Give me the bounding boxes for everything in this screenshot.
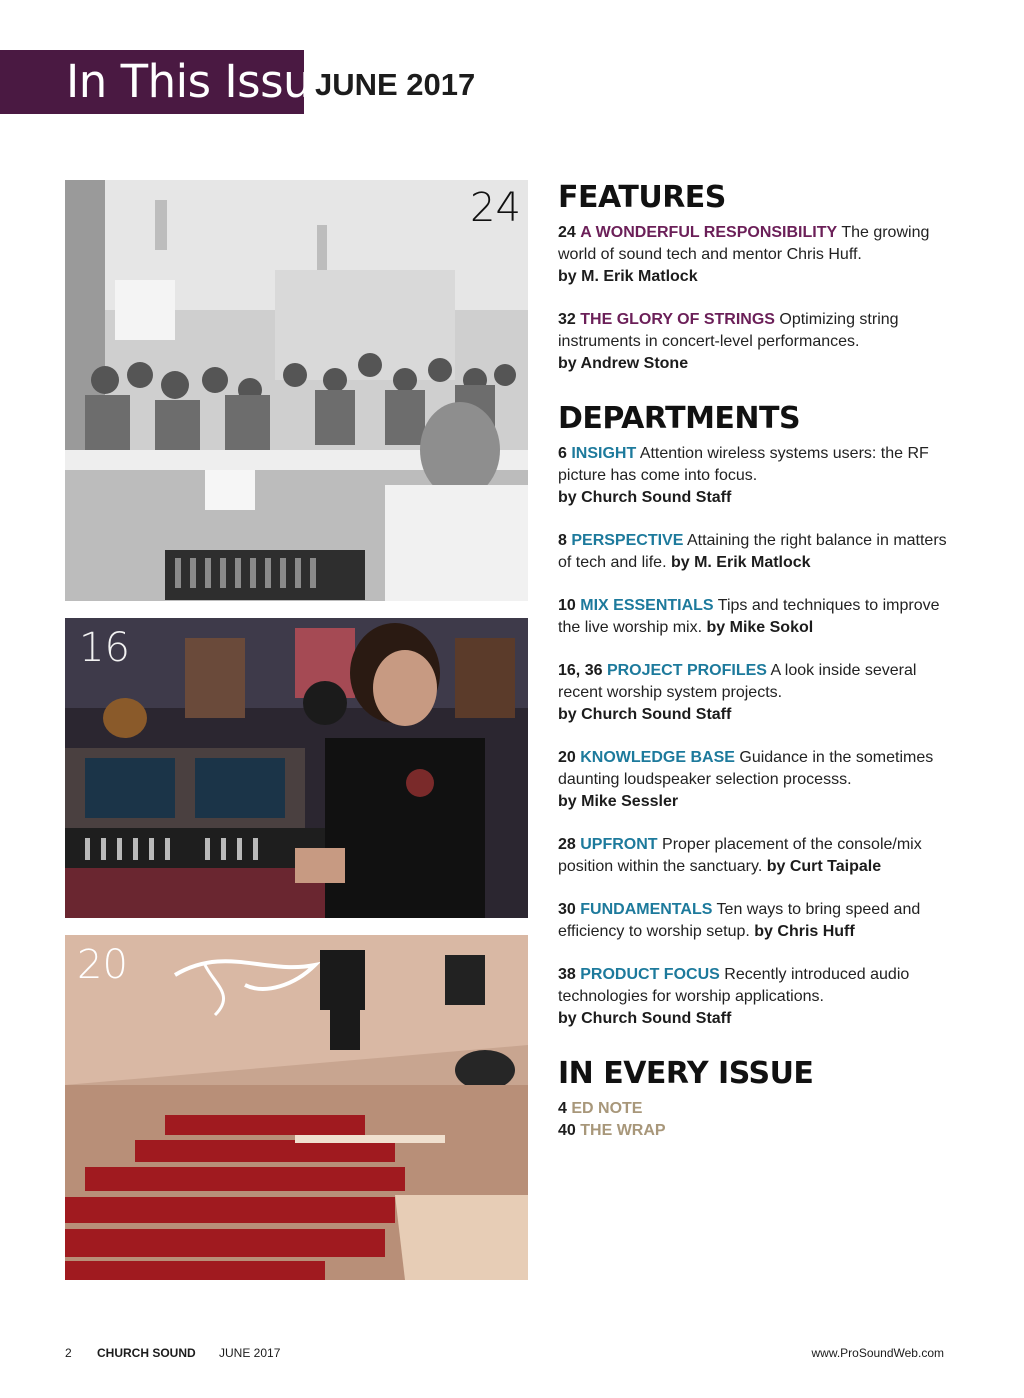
- page-number: 38: [558, 966, 576, 983]
- footer-page-number: 2: [65, 1346, 72, 1360]
- page-number: 10: [558, 597, 576, 614]
- toc-entry[interactable]: [558, 1098, 958, 1120]
- article-description: Guidance in the sometimes daunting loudspeaker selection processs.: [558, 749, 934, 788]
- table-of-contents: [558, 178, 958, 1142]
- page-number: 28: [558, 836, 576, 853]
- toc-entry[interactable]: [558, 309, 958, 375]
- article-title: MIX ESSENTIALS: [580, 597, 714, 614]
- page-number: 16, 36: [558, 662, 603, 679]
- article-description: Attaining the right balance in matters of tech and life.: [558, 532, 947, 571]
- every-issue-heading: IN EVERY ISSUE: [558, 1056, 814, 1091]
- page-number: 24: [558, 224, 576, 241]
- article-title: A WONDERFUL RESPONSIBILITY: [580, 224, 838, 241]
- console-photo-image: [65, 618, 528, 918]
- article-byline: by Church Sound Staff: [558, 1010, 732, 1027]
- toc-entry[interactable]: [558, 530, 958, 574]
- page-number: 40: [558, 1122, 576, 1139]
- footer-url[interactable]: www.ProSoundWeb.com: [811, 1346, 944, 1360]
- toc-entry[interactable]: [558, 964, 958, 1030]
- article-byline: by Church Sound Staff: [558, 706, 732, 723]
- toc-entry[interactable]: [558, 899, 958, 943]
- article-byline: by Andrew Stone: [558, 355, 689, 372]
- article-description: Tips and techniques to improve the live worship mix.: [558, 597, 940, 636]
- article-byline: by Mike Sokol: [706, 619, 814, 636]
- page-number: 32: [558, 311, 576, 328]
- page-number: 4: [558, 1100, 567, 1117]
- footer-date: JUNE 2017: [219, 1346, 281, 1360]
- article-title: THE WRAP: [580, 1122, 666, 1139]
- toc-entry[interactable]: [558, 747, 958, 813]
- toc-entry[interactable]: [558, 222, 958, 288]
- auditorium-photo-image: [65, 935, 528, 1280]
- article-title: THE GLORY OF STRINGS: [580, 311, 775, 328]
- article-title: ED NOTE: [571, 1100, 643, 1117]
- article-title: PERSPECTIVE: [571, 532, 684, 549]
- page-number: 30: [558, 901, 576, 918]
- article-title: PROJECT PROFILES: [606, 662, 767, 679]
- toc-entry[interactable]: [558, 834, 958, 878]
- footer-magazine-name: CHURCH SOUND: [97, 1346, 196, 1360]
- toc-entry[interactable]: [558, 595, 958, 639]
- photo-auditorium-loudspeakers[interactable]: [65, 935, 528, 1280]
- photo-page-number: 24: [470, 185, 521, 231]
- issue-date: JUNE 2017: [315, 67, 476, 102]
- article-title: UPFRONT: [580, 836, 658, 853]
- article-byline: by M. Erik Matlock: [558, 268, 698, 285]
- article-description: Recently introduced audio technologies for worship applications.: [558, 966, 910, 1005]
- article-byline: by Curt Taipale: [766, 858, 882, 875]
- article-description: A look inside several recent worship system projects.: [558, 662, 917, 701]
- article-description: Attention wireless systems users: the RF picture has come into focus.: [558, 445, 929, 484]
- article-title: INSIGHT: [571, 445, 637, 462]
- article-byline: by Church Sound Staff: [558, 489, 732, 506]
- article-title: PRODUCT FOCUS: [580, 966, 720, 983]
- article-byline: by Chris Huff: [754, 923, 855, 940]
- photo-page-number: 20: [77, 942, 128, 988]
- departments-heading: DEPARTMENTS: [558, 401, 801, 436]
- page-number: 20: [558, 749, 576, 766]
- photo-project-profiles-console[interactable]: [65, 618, 528, 918]
- page-number: 6: [558, 445, 567, 462]
- article-description: Proper placement of the console/mix position within the sanctuary.: [558, 836, 922, 875]
- article-description: The growing world of sound tech and mentor Chris Huff.: [558, 224, 930, 263]
- article-byline: by M. Erik Matlock: [670, 554, 811, 571]
- article-description: Optimizing string instruments in concert-level performances.: [558, 311, 899, 350]
- toc-entry[interactable]: [558, 1120, 958, 1142]
- page-number: 8: [558, 532, 567, 549]
- article-byline: by Mike Sessler: [558, 793, 679, 810]
- features-heading: FEATURES: [558, 180, 726, 215]
- photo-sound-tech-sanctuary[interactable]: [65, 180, 528, 601]
- toc-entry[interactable]: [558, 443, 958, 509]
- article-title: KNOWLEDGE BASE: [580, 749, 735, 766]
- page-footer: [0, 1345, 1024, 1365]
- sanctuary-photo-image: [65, 180, 528, 601]
- page-title: In This Issue: [66, 55, 339, 108]
- photo-page-number: 16: [79, 625, 130, 671]
- article-title: FUNDAMENTALS: [580, 901, 713, 918]
- article-description: Ten ways to bring speed and efficiency to worship setup.: [558, 901, 921, 940]
- toc-entry[interactable]: [558, 660, 958, 726]
